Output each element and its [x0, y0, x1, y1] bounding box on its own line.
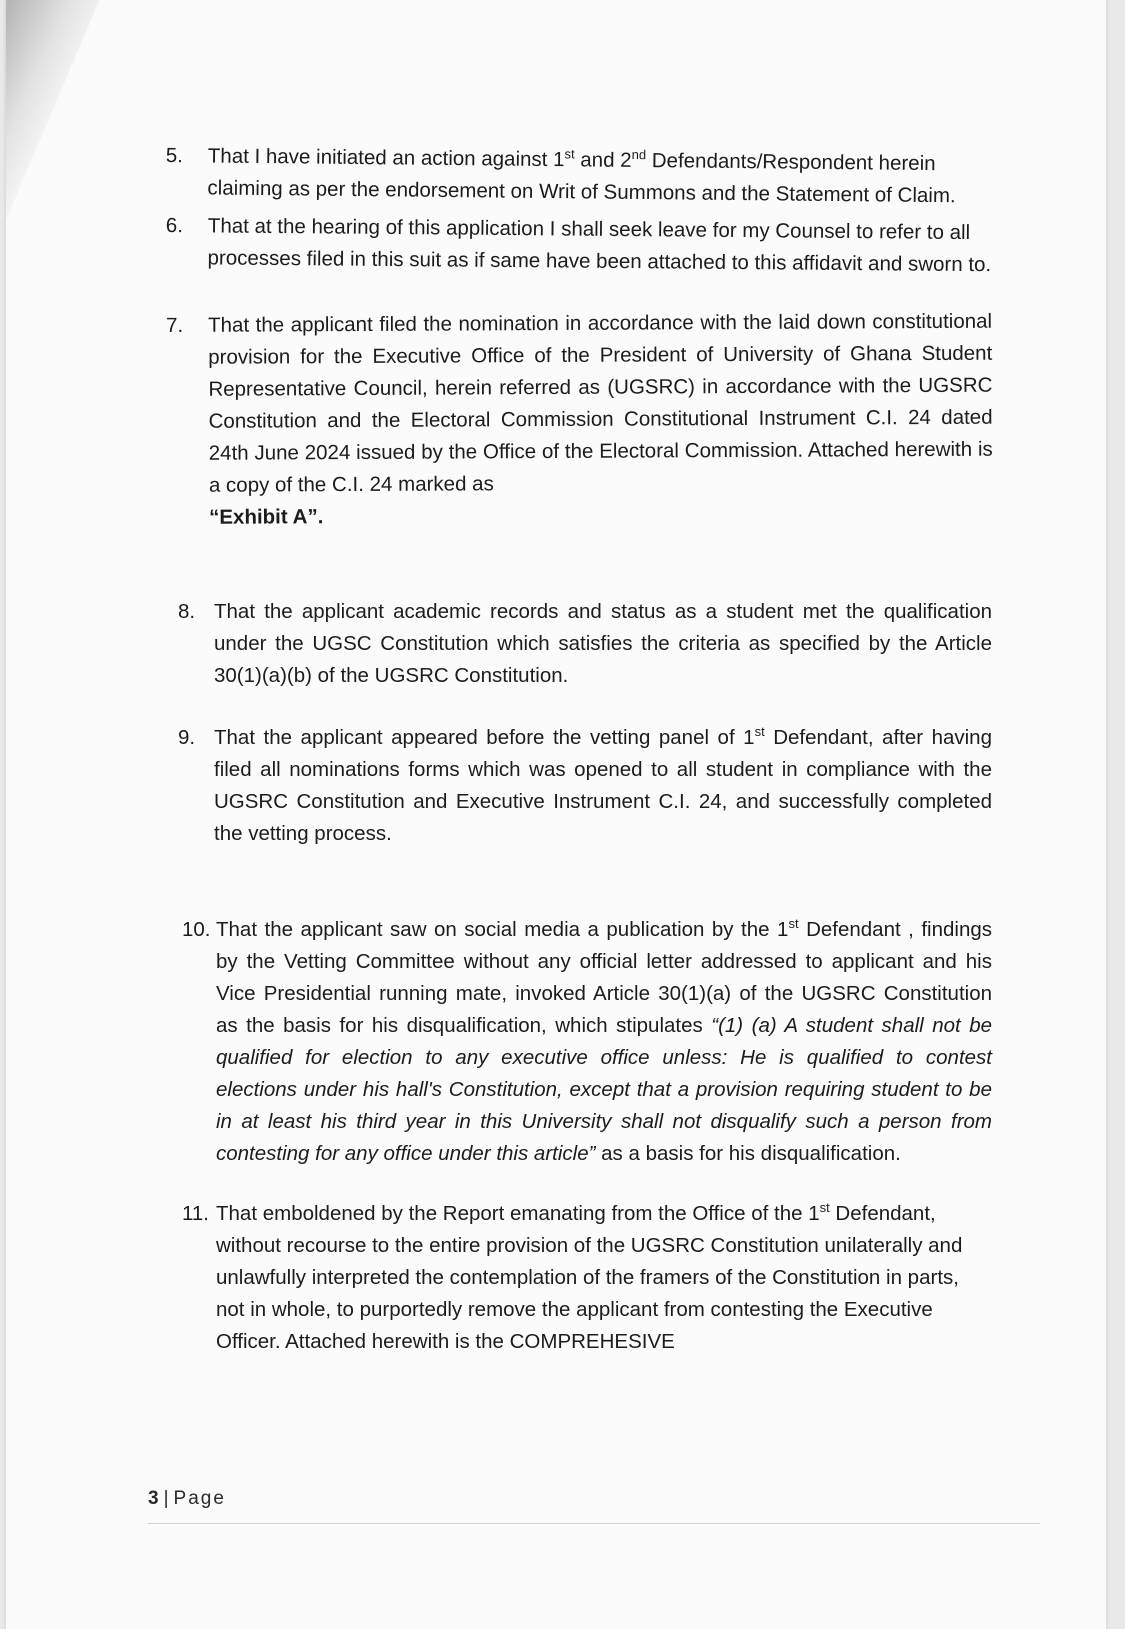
page-number: 3: [148, 1488, 161, 1509]
paragraph-number: 6.: [165, 213, 184, 238]
paragraph-text: That the applicant appeared before the vetting panel of 1st Defendant, after having filed all nominations forms which was opened to all student in compliance with the UGSRC Constitution and Executive Instrument C.I. 24, and successfully completed the vetting process.: [214, 724, 992, 845]
paragraph-number: 11.: [182, 1202, 209, 1225]
paragraph-text: That the applicant academic records and status as a student met the qualification under the UGSC Constitution which satisfies the criteria as specified by the Article 30(1)(a)(b) of the UGSRC Constitution.: [214, 600, 992, 687]
paragraph-text: That emboldened by the Report emanating from the Office of the 1st Defendant, without recourse to the entire provision of the UGSRC Constitution unilaterally and unlawfully interpreted the contemplation of the framers of the Constitution in parts, not in whole, to purportedly remove the applicant from contesting the Executive Officer. Attached herewith is the COMPREHESIVE: [216, 1200, 963, 1353]
paragraph-number: 7.: [166, 313, 184, 337]
paragraph-9: [166, 722, 992, 850]
paragraph-5: [165, 140, 992, 213]
paragraph-10: [166, 914, 992, 1170]
paragraph-text: That the applicant filed the nomination in accordance with the laid down constitutional provision for the Executive Office of the President of University of Ghana Student Representative Council, herein referred as (UGSRC) in accordance with the UGSRC Constitution and the Electoral Commission Constitutional Instrument C.I. 24 dated 24th June 2024 issued by the Office of the Electoral Commission. Attached herewith is a copy of the C.I. 24 marked as “Exhibit A”.: [208, 309, 993, 529]
paragraph-number: 9.: [178, 726, 196, 749]
paragraph-6: [165, 210, 992, 281]
paragraph-number: 5.: [165, 143, 184, 168]
paragraph-text: That at the hearing of this application I shall seek leave for my Counsel to refer to all processes filed in this suit as if same have been attached to this affidavit and sworn to.: [207, 214, 992, 277]
document-page: [6, 0, 1106, 1629]
exhibit-reference: “Exhibit A”.: [209, 505, 324, 529]
paragraph-7: [166, 306, 993, 534]
page-label: Page: [173, 1488, 226, 1509]
quoted-article: “(1) (a) A student shall not be qualified for election to any executive office unless: He is qualified to contest elections under his hall's Constitution, except that a provision requiring student to be in at least his third year in this University shall not disqualify such a person from contesting for any office under this article”: [216, 1014, 992, 1165]
paragraph-8: [166, 596, 992, 692]
page-fold-shadow: [6, 0, 116, 220]
affidavit-body: [166, 140, 992, 1358]
page-footer: [148, 1488, 226, 1510]
paragraph-11: [166, 1198, 992, 1358]
paragraph-text: That the applicant saw on social media a publication by the 1st Defendant , findings by the Vetting Committee without any official letter addressed to applicant and his Vice Presidential running mate, invoked Article 30(1)(a) of the UGSRC Constitution as the basis for his disqualification, which stipulates “(1) (a) A student shall not be qualified for election to any executive office unless: He is qualified to contest elections under his hall's Constitution, except that a provision requiring student to be in at least his third year in this University shall not disqualify such a person from contesting for any office under this article” as a basis for his disqualification.: [216, 916, 993, 1165]
paragraph-number: 10.: [182, 918, 211, 941]
paragraph-text: That I have initiated an action against 1st and 2nd Defendants/Respondent herein claiming as per the endorsement on Writ of Summons and the Statement of Claim.: [207, 144, 956, 208]
page-separator: |: [163, 1488, 171, 1509]
paragraph-number: 8.: [178, 600, 196, 623]
footer-divider: [148, 1523, 1040, 1524]
